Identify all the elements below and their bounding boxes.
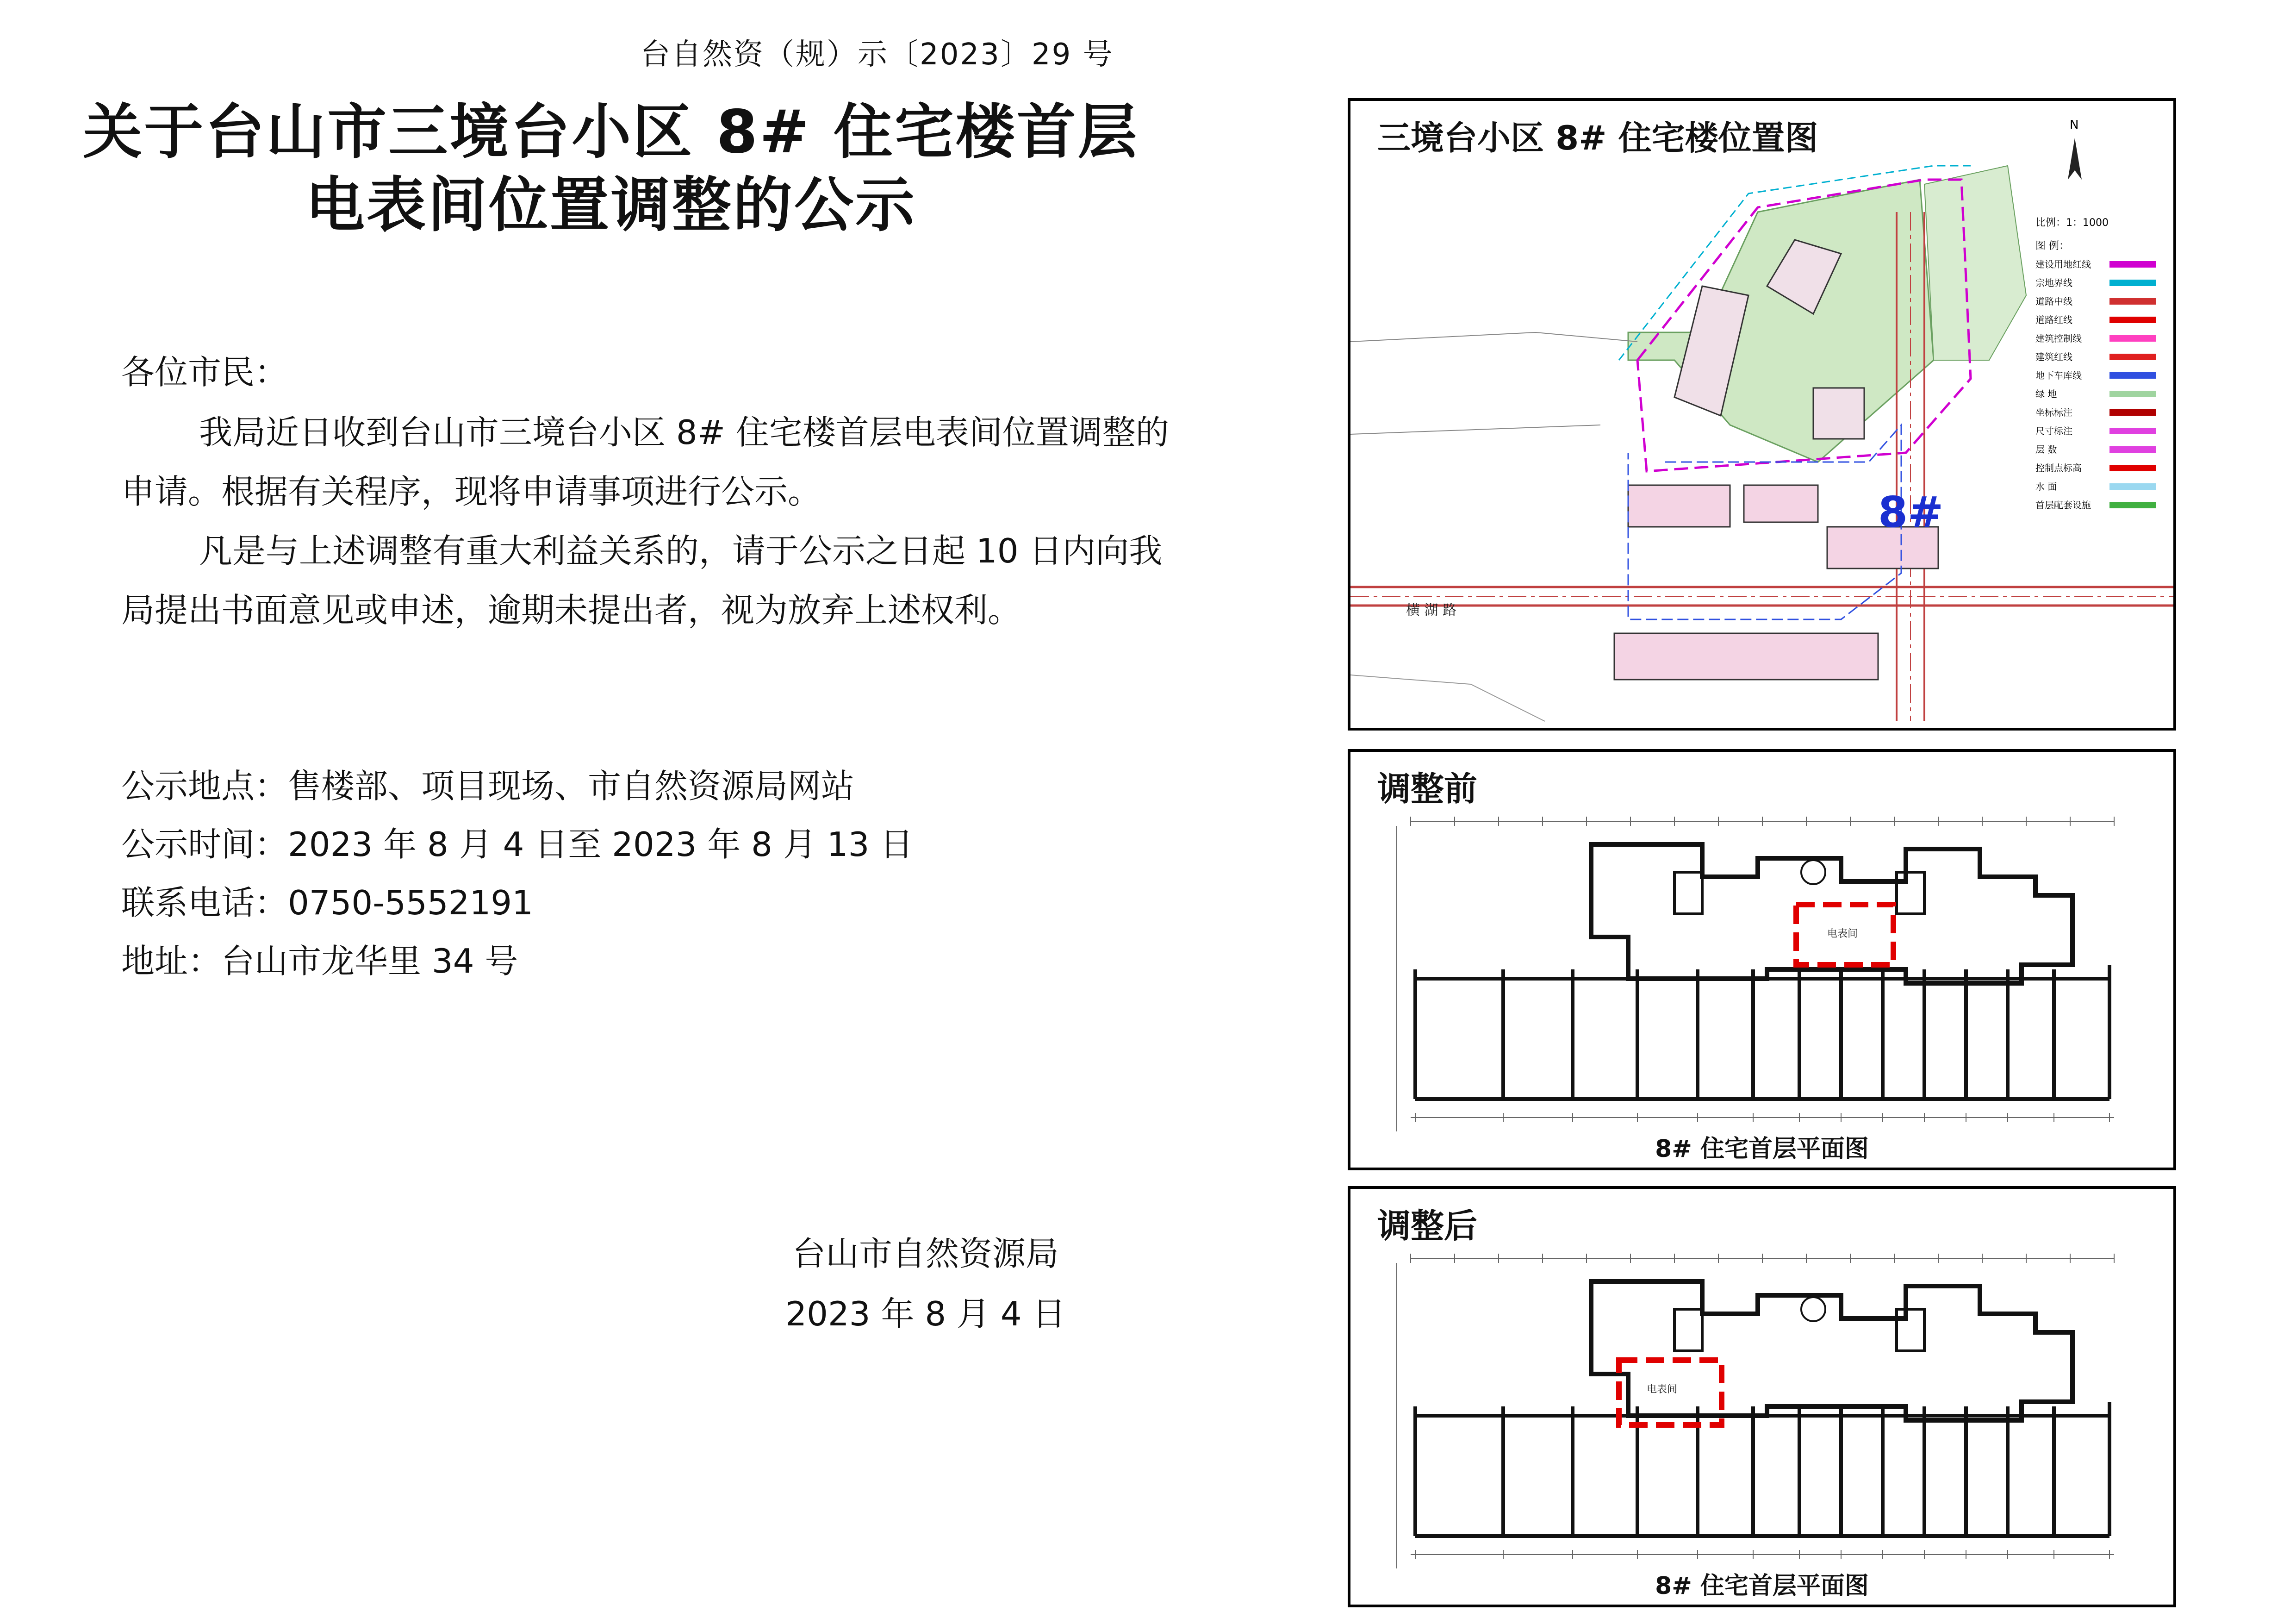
paragraph-objection: 凡是与上述调整有重大利益关系的，请于公示之日起 10 日内向我局提出书面意见或申述，逾期未提出者，视为放弃上述权利。 xyxy=(121,531,1163,630)
before-plan-title: 调整前 xyxy=(1374,762,1481,810)
contact-phone: 联系电话：0750-5552191 xyxy=(121,883,533,922)
svg-text:N: N xyxy=(2070,118,2079,132)
after-plan-title: 调整后 xyxy=(1374,1199,1481,1247)
legend-label: 地下车库线 xyxy=(2035,370,2082,381)
paragraph-application: 我局近日收到台山市三境台小区 8# 住宅楼首层电表间位置调整的申请。根据有关程序，现将申请事项进行公示。 xyxy=(121,413,1169,511)
legend-swatch xyxy=(2109,354,2156,360)
legend-label: 尺寸标注 xyxy=(2035,425,2072,437)
document-number: 台自然资（规）示〔2023〕29 号 xyxy=(641,37,1114,72)
notice-location: 公示地点：售楼部、项目现场、市自然资源局网站 xyxy=(121,767,855,806)
legend-swatch xyxy=(2109,261,2156,268)
site-plan-drawing xyxy=(1350,101,2173,728)
legend-swatch xyxy=(2109,335,2156,342)
site-plan-panel xyxy=(1348,98,2176,731)
legend-label: 道路红线 xyxy=(2035,314,2072,325)
legend-label: 建筑红线 xyxy=(2035,351,2072,362)
legend-swatch xyxy=(2109,428,2156,434)
legend-label: 控制点标高 xyxy=(2035,462,2082,474)
after-plan-caption: 8# 住宅首层平面图 xyxy=(1655,1572,1869,1600)
legend-swatch xyxy=(2109,483,2156,490)
notice-title-line2: 电表间位置调整的公示 xyxy=(305,171,916,240)
legend-swatch xyxy=(2109,409,2156,416)
building-8-label: 8# xyxy=(1878,487,1944,537)
before-floor-plan xyxy=(1350,752,2173,1168)
legend-swatch xyxy=(2109,372,2156,379)
before-meter-room-label: 电表间 xyxy=(1827,928,1858,940)
greeting: 各位市民： xyxy=(121,353,288,392)
legend-label: 首层配套设施 xyxy=(2035,500,2091,511)
notice-title-line1: 关于台山市三境台小区 8# 住宅楼首层 xyxy=(83,98,1139,167)
after-floor-plan xyxy=(1350,1189,2173,1605)
after-meter-room-label: 电表间 xyxy=(1647,1384,1678,1395)
legend-label: 宗地界线 xyxy=(2035,277,2072,288)
after-plan-panel xyxy=(1348,1186,2176,1607)
legend-swatch xyxy=(2109,317,2156,323)
legend-label: 建筑控制线 xyxy=(2035,333,2082,344)
legend xyxy=(2035,259,2156,511)
legend-swatch xyxy=(2109,298,2156,305)
before-plan-panel xyxy=(1348,749,2176,1170)
legend-label: 层 数 xyxy=(2035,444,2057,455)
legend-swatch xyxy=(2109,465,2156,471)
issue-date: 2023 年 8 月 4 日 xyxy=(785,1294,1066,1333)
legend-swatch xyxy=(2109,446,2156,453)
before-plan-caption: 8# 住宅首层平面图 xyxy=(1655,1135,1869,1163)
legend-swatch xyxy=(2109,280,2156,286)
legend-label: 道路中线 xyxy=(2035,296,2072,307)
site-plan-title: 三境台小区 8# 住宅楼位置图 xyxy=(1374,111,1822,159)
legend-label: 水 面 xyxy=(2035,481,2057,492)
notice-period: 公示时间：2023 年 8 月 4 日至 2023 年 8 月 13 日 xyxy=(121,825,914,864)
legend-label: 绿 地 xyxy=(2035,388,2057,400)
issuer-name: 台山市自然资源局 xyxy=(792,1234,1059,1273)
legend-title: 图 例： xyxy=(2035,240,2069,252)
contact-address: 地址：台山市龙华里 34 号 xyxy=(121,942,518,981)
legend-label: 坐标标注 xyxy=(2035,407,2072,418)
legend-label: 建设用地红线 xyxy=(2035,259,2091,270)
legend-swatch xyxy=(2109,391,2156,397)
scale-label: 比例：1：1000 xyxy=(2035,217,2109,229)
road-label: 横 湖 路 xyxy=(1406,602,1457,618)
legend-swatch xyxy=(2109,502,2156,508)
